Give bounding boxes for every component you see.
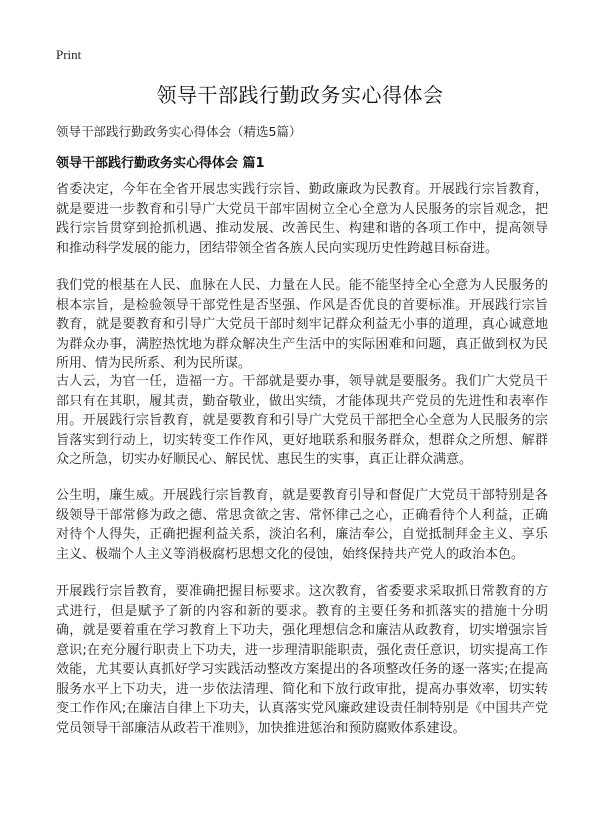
paragraph: 古人云，为官一任，造福一方。干部就是要办事，领导就是要服务。我们广大党员干部只有在其职，履其责，勤奋敬业，做出实绩，才能体现共产党员的先进性和表率作用。开展践行宗旨教育，就是要教育和引导广大党员干部把全心全意为人民服务的宗旨落实到行动上，切实转变工作作风，更好地联系和服务群众，想群众之所想、解群众之所急，切实办好顺民心、解民忧、惠民生的实事，真正让群众满意。 (56, 374, 548, 467)
paragraph: 我们党的根基在人民、血脉在人民、力量在人民。能不能坚持全心全意为人民服务的根本宗旨，是检验领导干部党性是否坚强、作风是否优良的首要标准。开展践行宗旨教育，就是要教育和引导广大党员干部时刻牢记群众利益无小事的道理，真心诚意地为群众办事，满腔热忱地为群众解决生产生活中的实际困难和问题，真正做到权为民所用、情为民所系、利为民所谋。 (56, 278, 548, 371)
page-title: 领导干部践行勤政务实心得体会 (156, 83, 444, 107)
print-link[interactable]: Print (56, 47, 82, 62)
paragraph: 公生明，廉生威。开展践行宗旨教育，就是要教育引导和督促广大党员干部特别是各级领导干部常修为政之德、常思贪欲之害、常怀律己之心，正确看待个人利益，正确对待个人得失，正确把握利益关系，淡泊名利，廉洁奉公，自觉抵制拜金主义、享乐主义、极端个人主义等消极腐朽思想文化的侵蚀，始终保持共产党人的政治本色。 (56, 488, 548, 562)
paragraph: 省委决定，今年在全省开展忠实践行宗旨、勤政廉政为民教育。开展践行宗旨教育，就是要进一步教育和引导广大党员干部牢固树立全心全意为人民服务的宗旨观念，把践行宗旨贯穿到抢抓机遇、推动发展、改善民生、构建和谐的各项工作中，提高领导和推动科学发展的能力，团结带领全省各族人民向实现历史性跨越目标奋进。 (56, 182, 548, 256)
paragraph: 开展践行宗旨教育，要准确把握目标要求。这次教育，省委要求采取抓日常教育的方式进行，但是赋予了新的内容和新的要求。教育的主要任务和抓落实的措施十分明确，就是要着重在学习教育上下功夫，强化理想信念和廉洁从政教育，切实增强宗旨意识;在充分履行职责上下功夫，进一步理清职能职责，强化责任意识，切实提高工作效能，尤其要认真抓好学习实践活动整改方案提出的各项整改任务的逐一落实;在提高服务水平上下功夫，进一步依法清理、简化和下放行政审批，提高办事效率，切实转变工作作风;在廉洁自律上下功夫，认真落实党风廉政建设责任制特别是《中国共产党党员领导干部廉洁从政若干准则》，加快推进惩治和预防腐败体系建设。 (56, 584, 548, 736)
section-heading: 领导干部践行勤政务实心得体会 篇1 (56, 156, 265, 171)
document-subtitle: 领导干部践行勤政务实心得体会（精选5篇） (56, 124, 302, 139)
